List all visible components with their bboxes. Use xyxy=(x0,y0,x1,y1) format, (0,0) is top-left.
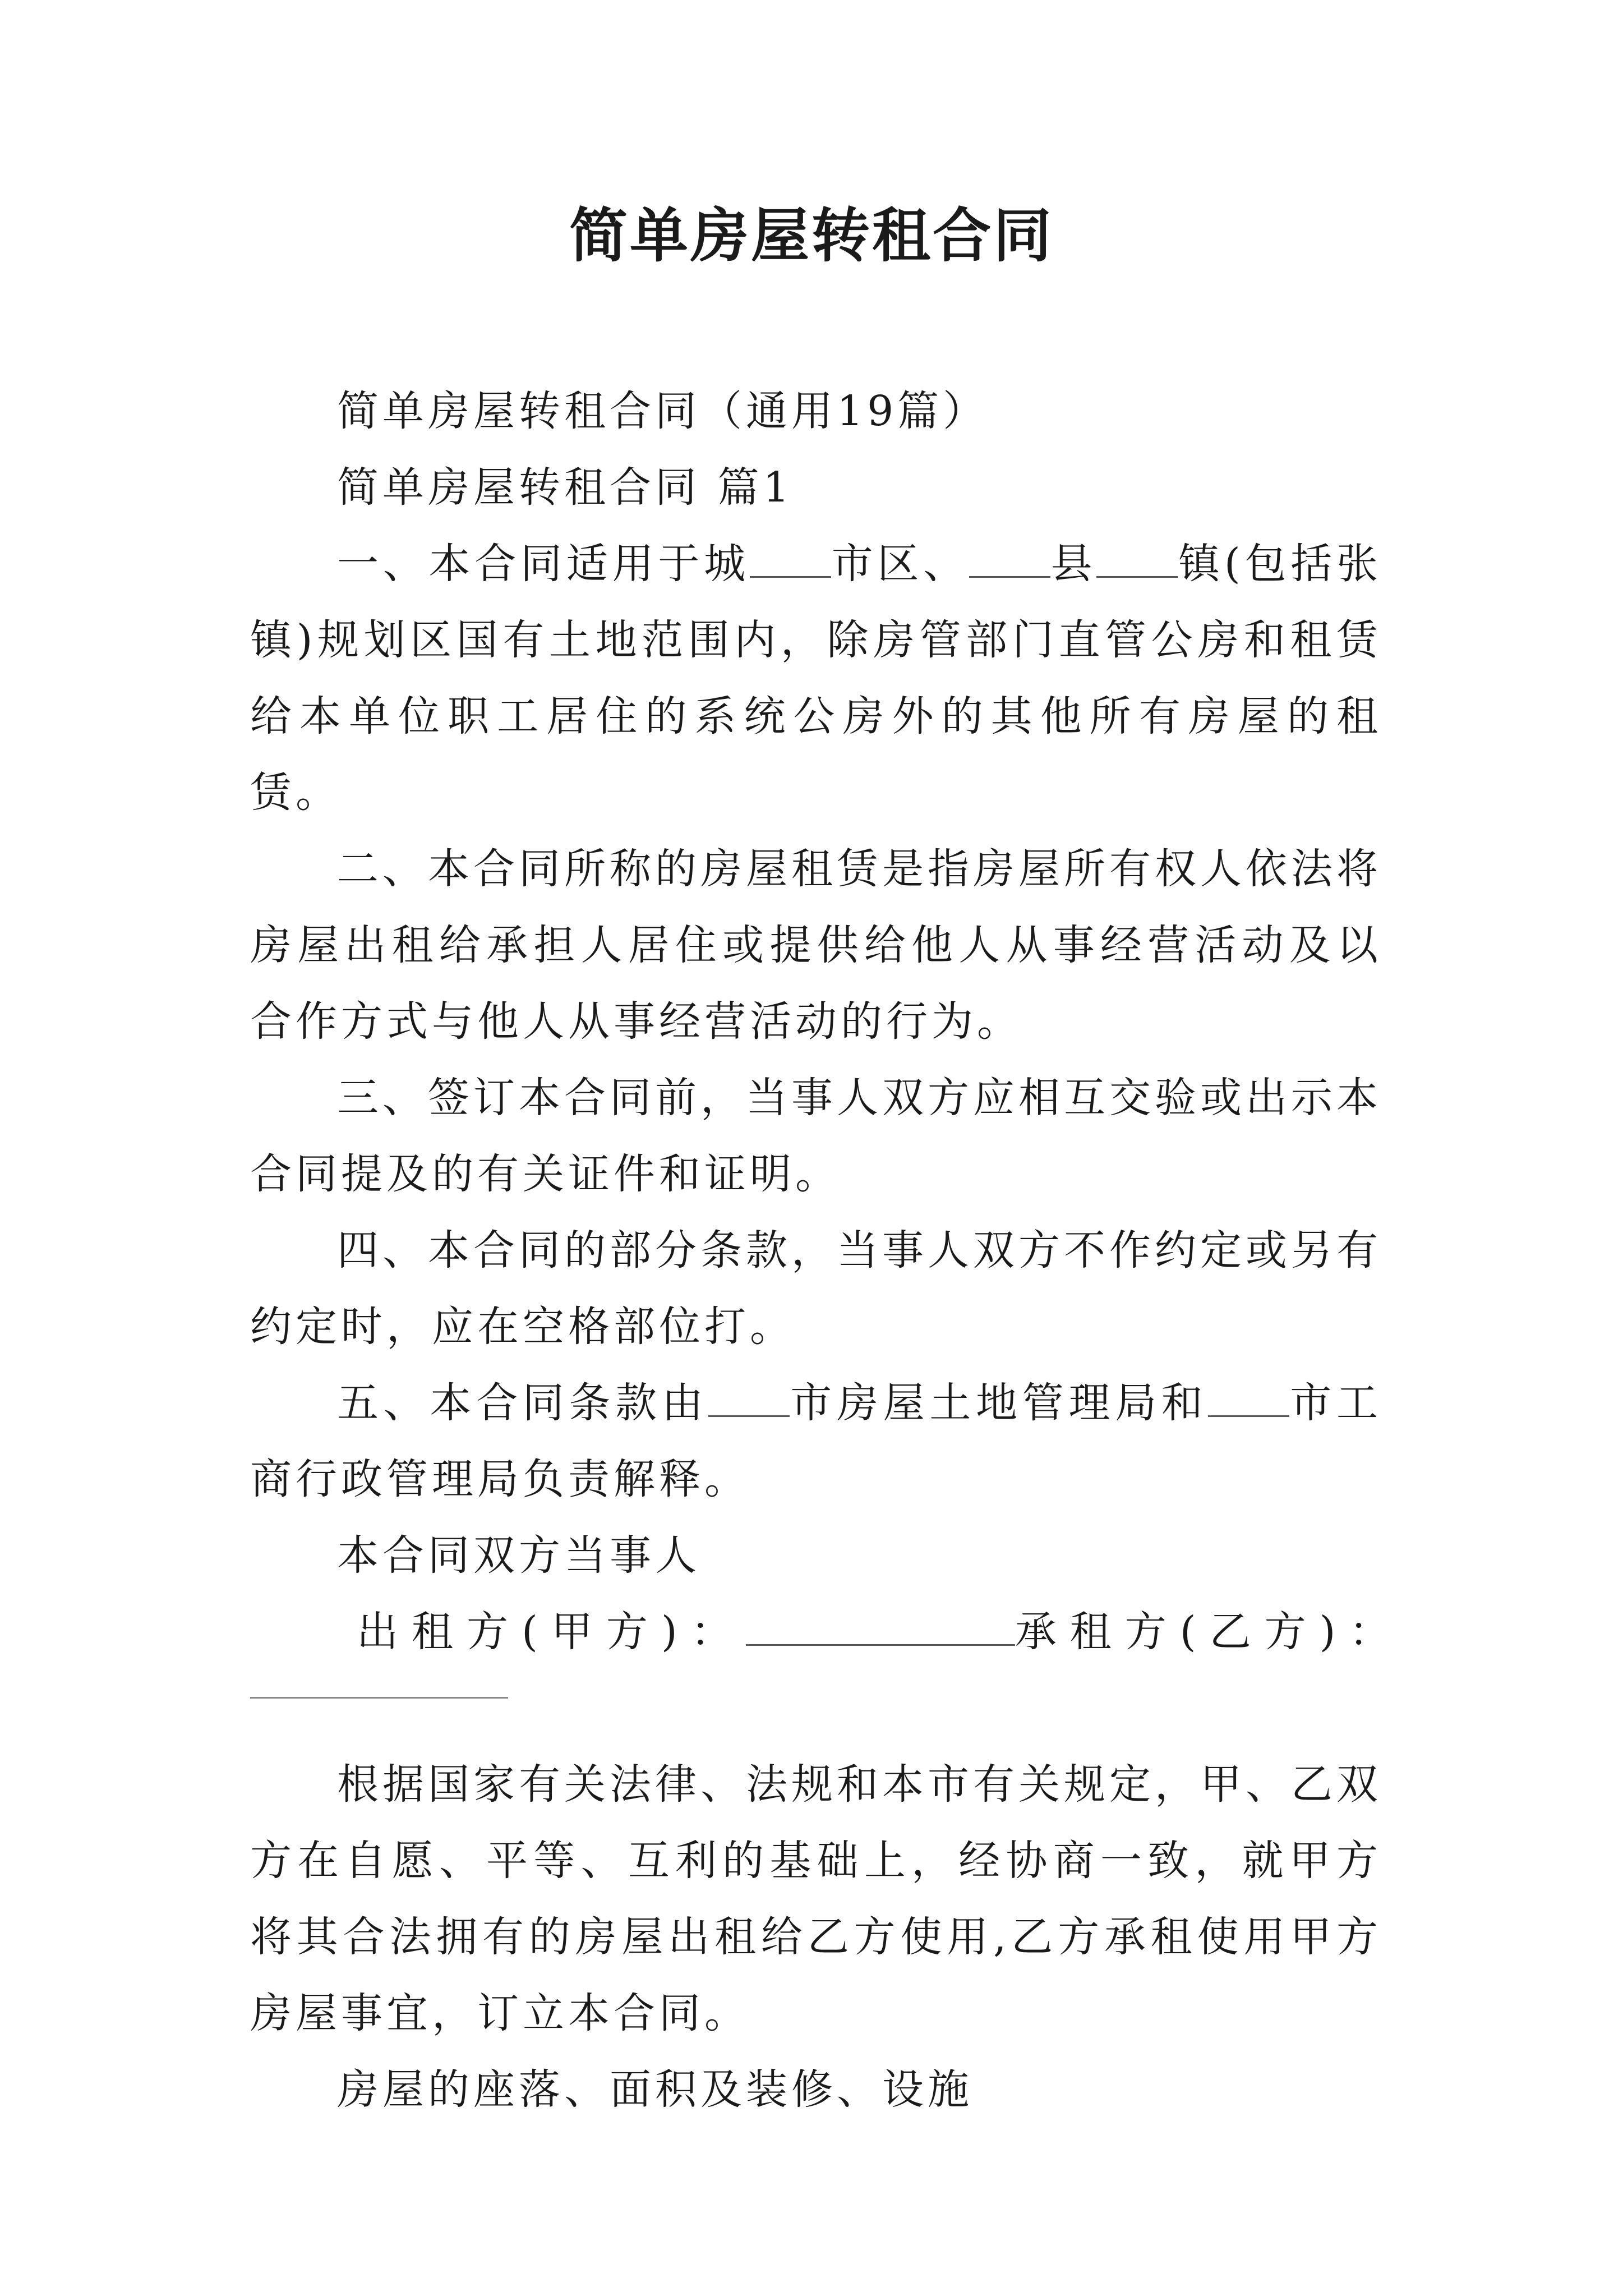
lessee-label: 承租方(乙方)： xyxy=(1015,1608,1404,1656)
blank-lessor xyxy=(746,1611,1015,1646)
section-heading: 简单房屋转租合同 篇1 xyxy=(337,463,794,512)
lessor-label: 出租方(甲方)： xyxy=(357,1608,746,1656)
clause-2: 二、本合同所称的房屋租赁是指房屋所有权人依法将房屋出租给承担人居住或提供给他人从事经营活动及以合作方式与他人从事经营活动的行为。 xyxy=(250,845,1382,1046)
blank-lessee xyxy=(250,1670,1382,1746)
document-title: 简单房屋转租合同 xyxy=(569,201,1054,270)
clause-3: 三、签订本合同前，当事人双方应相互交验或出示本合同提及的有关证件和证明。 xyxy=(250,1074,1382,1198)
clause-1 xyxy=(250,526,1382,831)
document-subtitle: 简单房屋转租合同（通用19篇） xyxy=(337,387,989,435)
blank-county xyxy=(969,542,1050,578)
blank-lessee-rule xyxy=(250,1697,508,1699)
blank-town xyxy=(1096,542,1178,578)
preamble: 根据国家有关法律、法规和本市有关规定，甲、乙双方在自愿、平等、互利的基础上，经协商一致，就甲方将其合法拥有的房屋出租给乙方使用,乙方承租使用甲方房屋事宜，订立本合同。 xyxy=(250,1760,1382,2037)
clause-1-text-a: 一、本合同适用于城 xyxy=(337,540,750,588)
parties-line xyxy=(250,1594,1404,1670)
blank-city-commerce-bureau xyxy=(1208,1382,1289,1417)
clause-5-text-c: 市工商行政管理局负责解释。 xyxy=(250,1379,1382,1503)
clause-1-text-d: 镇(包括张镇)规划区国有土地范围内，除房管部门直管公房和租赁给本单位职工居住的系统公房外的其他所有房屋的租赁。 xyxy=(250,540,1382,817)
clause-1-text-b: 市区、 xyxy=(831,540,969,588)
clause-1-text-c: 县 xyxy=(1050,540,1097,588)
section-property: 房屋的座落、面积及装修、设施 xyxy=(337,2065,973,2114)
document-body xyxy=(250,373,1404,2128)
clause-4: 四、本合同的部分条款，当事人双方不作约定或另有约定时，应在空格部位打。 xyxy=(250,1226,1382,1351)
blank-city xyxy=(750,542,831,578)
clause-5-text-b: 市房屋土地管理局和 xyxy=(789,1379,1208,1427)
clause-5-text-a: 五、本合同条款由 xyxy=(337,1379,708,1427)
blank-city-land-bureau xyxy=(708,1382,790,1417)
clause-5 xyxy=(250,1365,1382,1517)
parties-heading: 本合同双方当事人 xyxy=(337,1531,700,1580)
